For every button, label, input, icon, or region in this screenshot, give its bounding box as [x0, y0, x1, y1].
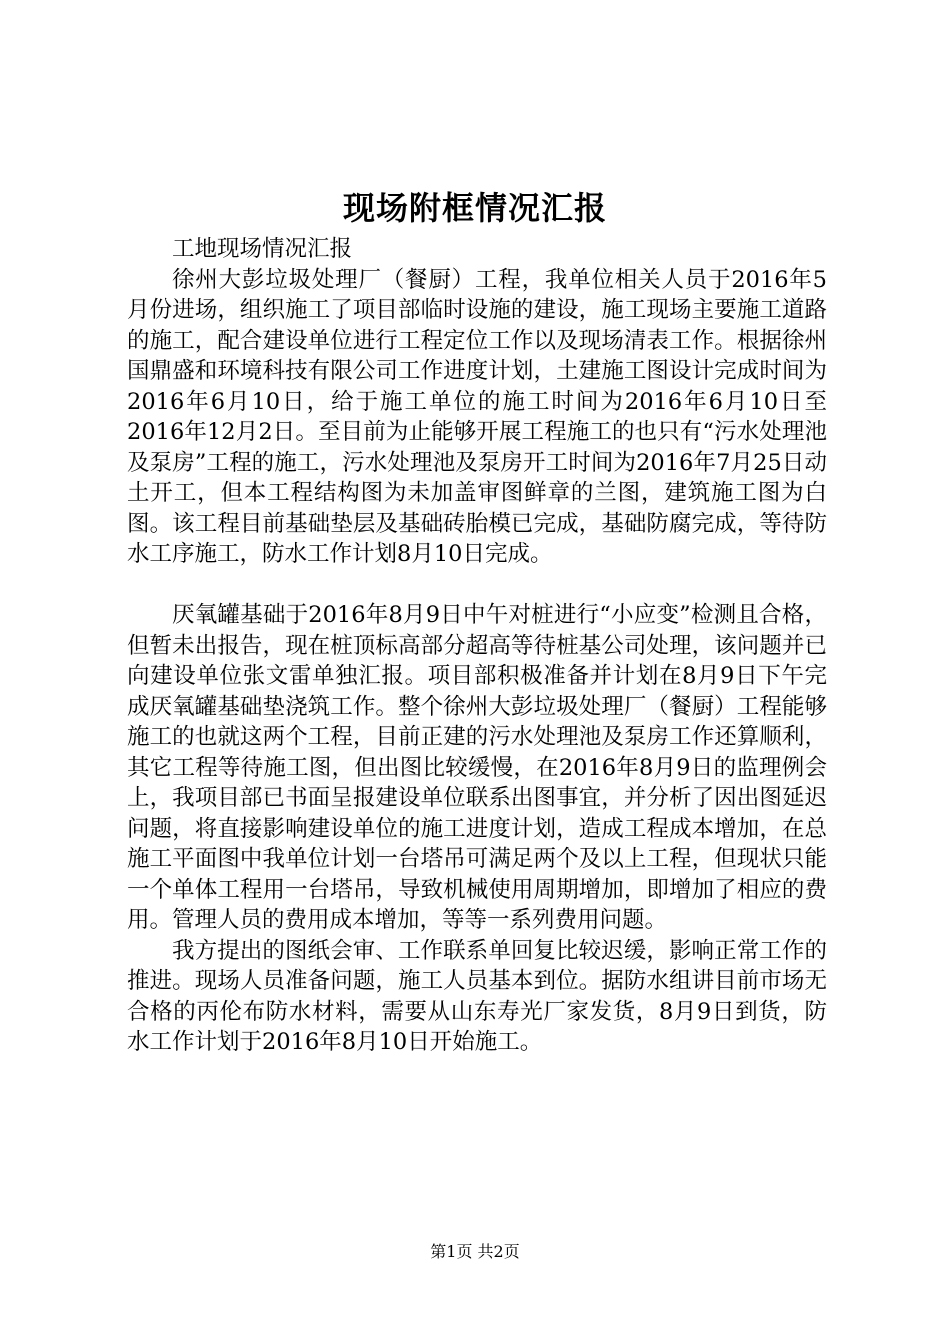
page-number-footer: 第1页 共2页 — [430, 1242, 520, 1261]
paragraph-drawings-and-materials: 我方提出的图纸会审、工作联系单回复比较迟缓，影响正常工作的推进。现场人员准备问题，施工人员基本到位。据防水组讲目前市场无合格的丙伦布防水材料，需要从山东寿光厂家发货，8月9日到货，防水工作计划于2016年8月10日开始施工。 — [127, 937, 827, 1055]
paragraph-anaerobic-tank: 厌氧罐基础于2016年8月9日中午对桩进行“小应变”检测且合格，但暂未出报告，现在桩顶标高部分超高等待桩基公司处理，该问题并已向建设单位张文雷单独汇报。项目部积极准备并计划在8月9日下午完成厌氧罐基础垫浇筑工作。整个徐州大彭垃圾处理厂（餐厨）工程能够施工的也就这两个工程，目前正建的污水处理池及泵房工作还算顺利，其它工程等待施工图，但出图比较缓慢，在2016年8月9日的监理例会上，我项目部已书面呈报建设单位联系出图事宜，并分析了因出图延迟问题，将直接影响建设单位的施工进度计划，造成工程成本增加，在总施工平面图中我单位计划一台塔吊可满足两个及以上工程，但现状只能一个单体工程用一台塔吊，导致机械使用周期增加，即增加了相应的费用。管理人员的费用成本增加，等等一系列费用问题。 — [127, 602, 827, 933]
paragraph-spacer — [127, 570, 827, 601]
paragraph-subtitle: 工地现场情况汇报 — [172, 236, 353, 262]
paragraph-progress: 徐州大彭垃圾处理厂（餐厨）工程，我单位相关人员于2016年5月份进场，组织施工了项目部临时设施的建设，施工现场主要施工道路的施工，配合建设单位进行工程定位工作以及现场清表工作。根据徐州国鼎盛和环境科技有限公司工作进度计划，土建施工图设计完成时间为2016年6月10日，给于施工单位的施工时间为2016年6月10日至2016年12月2日。至目前为止能够开展工程施工的也只有“污水处理池及泵房”工程的施工，污水处理池及泵房开工时间为2016年7月25日动土开工，但本工程结构图为未加盖审图鲜章的兰图，建筑施工图为白图。该工程目前基础垫层及基础砖胎模已完成，基础防腐完成，等待防水工序施工，防水工作计划8月10日完成。 — [127, 266, 827, 567]
document-title: 现场附框情况汇报 — [342, 189, 607, 227]
document-body — [127, 234, 827, 1058]
